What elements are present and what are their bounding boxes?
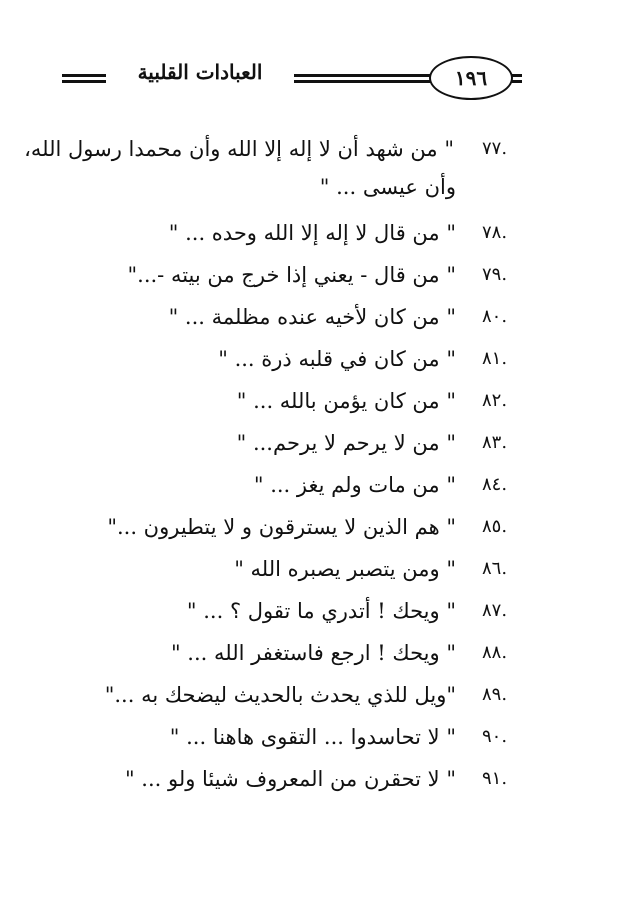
item-number: .٩١ xyxy=(482,768,508,789)
item-number: .٨٤ xyxy=(482,474,508,495)
item-number: .٨٢ xyxy=(482,390,508,411)
item-number: .٧٨ xyxy=(482,222,508,243)
item-text: " من لا يرحم لا يرحم... " xyxy=(236,431,456,455)
item-number: .٧٧ xyxy=(482,138,508,159)
item-text: " لا تحقرن من المعروف شيئا ولو ... " xyxy=(124,767,456,791)
list-item xyxy=(0,132,620,166)
item-text: وأن عيسى ... " xyxy=(319,175,456,199)
list-item xyxy=(0,384,620,418)
item-text: " ويحك ! ارجع فاستغفر الله ... " xyxy=(170,641,456,665)
list-item xyxy=(0,678,620,712)
item-text: " هم الذين لا يسترقون و لا يتطيرون ..." xyxy=(107,515,456,539)
item-text: "ويل للذي يحدث بالحديث ليضحك به ..." xyxy=(104,683,456,707)
item-number: .٨٦ xyxy=(482,558,508,579)
item-number: .٨١ xyxy=(482,348,508,369)
item-number: .٧٩ xyxy=(482,264,508,285)
list-item xyxy=(0,720,620,754)
list-item xyxy=(0,216,620,250)
list-item xyxy=(0,342,620,376)
item-number: .٨٩ xyxy=(482,684,508,705)
item-text: " من كان في قلبه ذرة ... " xyxy=(218,347,456,371)
item-number: .٨٧ xyxy=(482,600,508,621)
item-number: .٩٠ xyxy=(482,726,508,747)
item-number: .٨٨ xyxy=(482,642,508,663)
page-number: ١٩٦ xyxy=(429,56,513,100)
item-number: .٨٠ xyxy=(482,306,508,327)
list-item xyxy=(0,552,620,586)
list-item xyxy=(0,762,620,796)
item-number: .٨٥ xyxy=(482,516,508,537)
page-header xyxy=(62,56,522,102)
item-text: " ومن يتصبر يصبره الله " xyxy=(234,557,456,581)
list-item xyxy=(0,636,620,670)
list-item-continuation xyxy=(0,170,620,204)
list-item xyxy=(0,426,620,460)
item-text: " من قال - يعني إذا خرج من بيته -..." xyxy=(127,263,456,287)
header-rule-left xyxy=(62,74,106,83)
list-item xyxy=(0,258,620,292)
running-title: العبادات القلبية xyxy=(137,60,263,84)
item-text: " من شهد أن لا إله إلا الله وأن محمدا رسول الله، xyxy=(24,137,454,161)
item-text: " ويحك ! أتدري ما تقول ؟ ... " xyxy=(186,599,456,623)
item-text: " لا تحاسدوا ... التقوى هاهنا ... " xyxy=(169,725,456,749)
list-item xyxy=(0,594,620,628)
item-text: " من قال لا إله إلا الله وحده ... " xyxy=(168,221,456,245)
list-item xyxy=(0,468,620,502)
item-text: " من كان يؤمن بالله ... " xyxy=(236,389,456,413)
item-number: .٨٣ xyxy=(482,432,508,453)
list-item xyxy=(0,510,620,544)
item-text: " من مات ولم يغز ... " xyxy=(253,473,456,497)
list-item xyxy=(0,300,620,334)
item-text: " من كان لأخيه عنده مظلمة ... " xyxy=(168,305,456,329)
